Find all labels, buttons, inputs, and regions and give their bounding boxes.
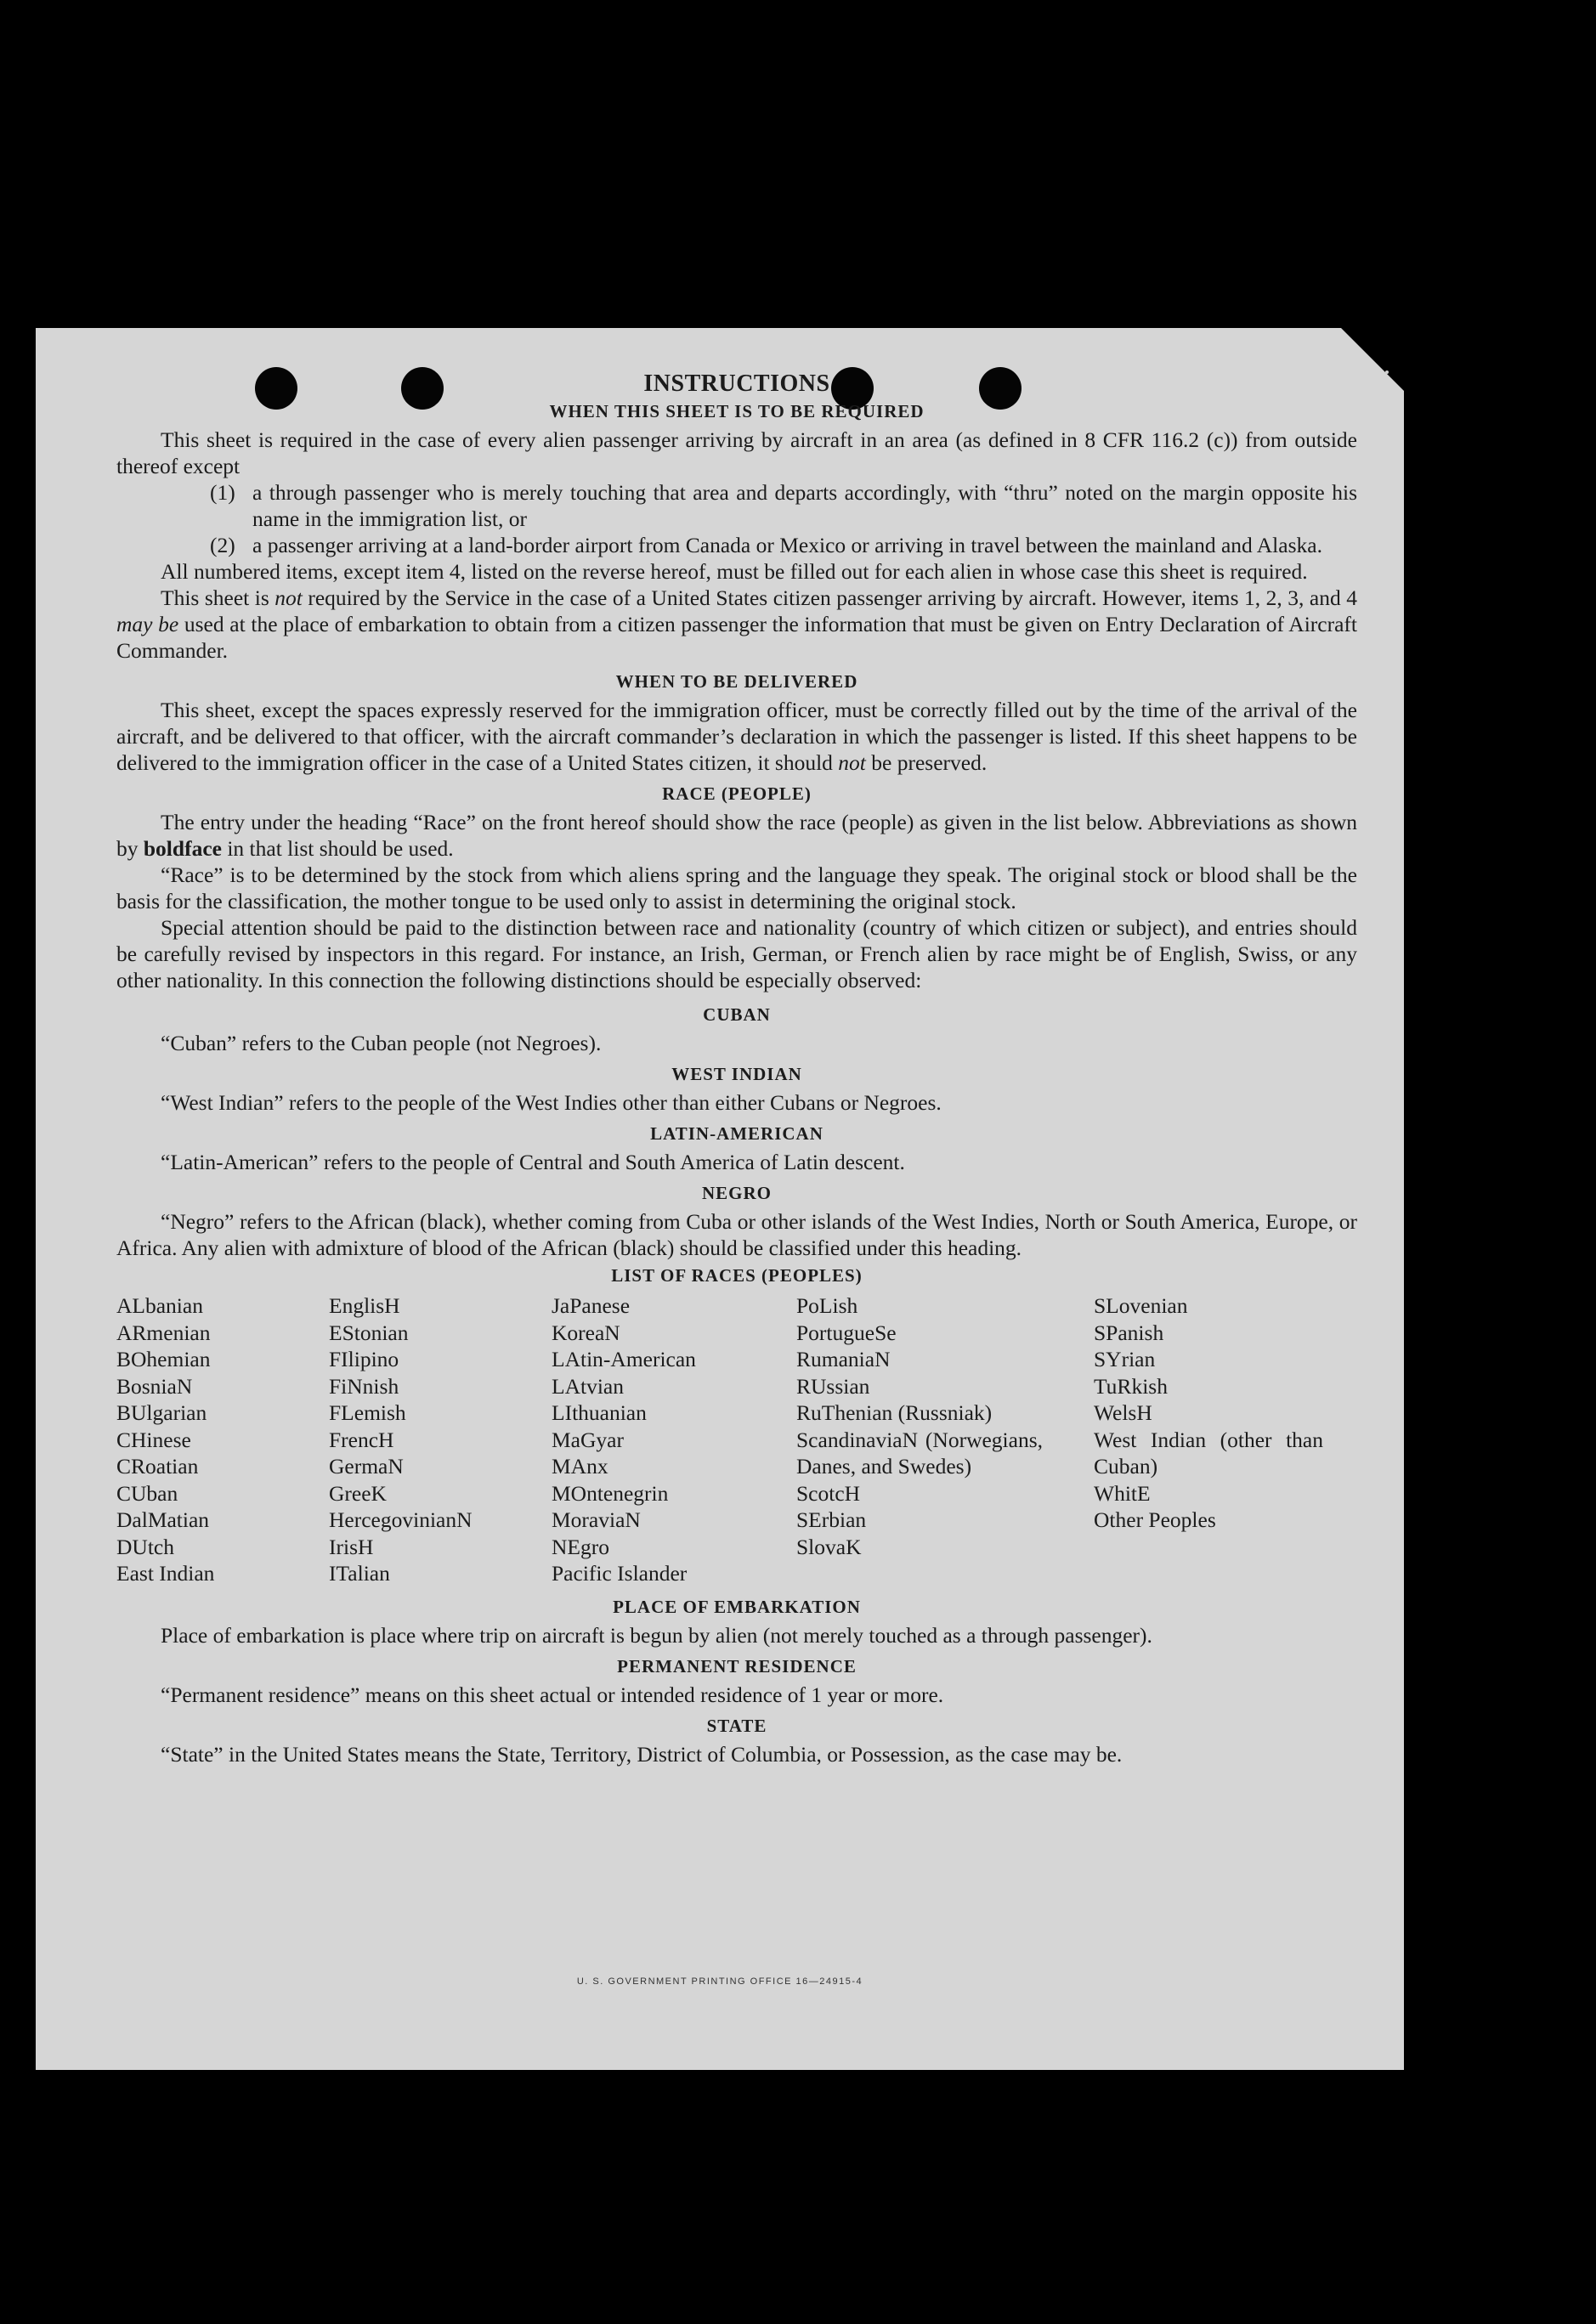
section-heading-cuban: CUBAN (703, 1004, 771, 1025)
race-entry: FLemish (329, 1400, 406, 1425)
race-entry: FIlipino (329, 1347, 399, 1371)
emphasis-not: not (838, 750, 866, 775)
race-entry: NEgro (552, 1534, 609, 1559)
race-entry: WelsH (1094, 1400, 1152, 1425)
state-paragraph: “State” in the United States means the State, Territory, District of Columbia, or Possession, as the case may be. (161, 1741, 1123, 1767)
races-column-3 (552, 1292, 796, 1587)
residence-paragraph: “Permanent residence” means on this sheet actual or intended residence of 1 year or more. (161, 1682, 944, 1707)
race-entry: SYrian (1094, 1347, 1156, 1371)
race-entry: LIthuanian (552, 1400, 647, 1425)
text-run: used at the place of embarkation to obtain from a citizen passenger the information that must be given on Entry Declaration of Aircraft Commander. (116, 612, 1357, 663)
text-run: This sheet is (161, 585, 275, 610)
race-entry: ALbanian (116, 1293, 203, 1318)
race-entry: BUlgarian (116, 1400, 207, 1425)
race-entry: FiNnish (329, 1373, 399, 1399)
race-entry: MoraviaN (552, 1507, 641, 1532)
races-list (116, 1292, 1357, 1587)
section-heading-embarkation: PLACE OF EMBARKATION (613, 1596, 861, 1617)
race-entry: West Indian (other than Cuban) (1094, 1427, 1323, 1479)
race-entry: MAnx (552, 1454, 608, 1479)
west-indian-paragraph: “West Indian” refers to the people of the West Indies other than either Cubans or Negroes. (161, 1090, 942, 1115)
section-heading-races-list: LIST OF RACES (PEOPLES) (611, 1265, 863, 1286)
race-entry: GreeK (329, 1480, 387, 1506)
section-heading-race: RACE (PEOPLE) (662, 783, 812, 804)
race-entry: IrisH (329, 1534, 374, 1559)
text-run: The entry under the heading “Race” on the front hereof should show the race (people) as given in the list below. Abbreviations as shown by (116, 810, 1357, 861)
text-run: required by the Service in the case of a United States citizen passenger arriving by aircraft. However, items 1, 2, 3, and 4 (302, 585, 1357, 610)
race-entry: SlovaK (796, 1534, 862, 1559)
race-entry: FrencH (329, 1427, 394, 1452)
emphasis-boldface: boldface (143, 836, 222, 861)
race-entry: BosniaN (116, 1373, 193, 1399)
section-heading-negro: NEGRO (701, 1183, 772, 1203)
section-heading-west-indian: WEST INDIAN (671, 1064, 802, 1084)
race-paragraph-3: Special attention should be paid to the distinction between race and nationality (country of which citizen or subject), and entries should be carefully revised by inspectors in this regard. For instance, an Irish, German, or French alien by race might be of English, Swiss, or any other nationality. In this connection the following distinctions should be especially observed: (116, 915, 1357, 992)
required-paragraph: This sheet is required in the case of every alien passenger arriving by aircraft in an area (as defined in 8 CFR 116.2 (c)) from outside thereof except (116, 427, 1357, 478)
race-entry: DalMatian (116, 1507, 210, 1532)
race-entry: MaGyar (552, 1427, 624, 1452)
race-entry: RUssian (796, 1373, 870, 1399)
item-text: a passenger arriving at a land-border airport from Canada or Mexico or arriving in travel between the mainland and Alaska. (252, 533, 1322, 557)
citizen-paragraph (116, 585, 1357, 664)
race-entry: RuThenian (Russniak) (796, 1400, 993, 1425)
section-heading-required: WHEN THIS SHEET IS TO BE REQUIRED (549, 401, 925, 421)
instructions-body (116, 370, 1357, 1767)
emphasis-may-be: may be (116, 612, 179, 636)
race-paragraph-2: “Race” is to be determined by the stock from which aliens spring and the language they speak. The original stock or blood shall be the basis for the classification, the mother tongue to be used only to assist in determining the original stock. (116, 862, 1357, 913)
printer-imprint: U. S. GOVERNMENT PRINTING OFFICE 16—24915-4 (576, 1976, 863, 1987)
document-sheet (36, 328, 1404, 2070)
race-entry: JaPanese (552, 1293, 631, 1318)
race-entry: ITalian (329, 1561, 390, 1586)
race-entry: SLovenian (1094, 1293, 1188, 1318)
exception-item (210, 532, 1357, 558)
race-entry: MOntenegrin (552, 1480, 669, 1506)
race-entry: PortugueSe (796, 1320, 897, 1345)
race-entry: TuRkish (1094, 1373, 1168, 1399)
race-entry: EStonian (329, 1320, 409, 1345)
item-number: (1) (210, 480, 235, 505)
section-heading-latin-american: LATIN-AMERICAN (650, 1123, 823, 1144)
numbered-items-paragraph: All numbered items, except item 4, listed on the reverse hereof, must be filled out for each alien in whose case this sheet is required. (161, 559, 1308, 584)
race-entry: PoLish (796, 1293, 858, 1318)
race-entry: ScandinaviaN (Norwegians, Danes, and Swedes) (796, 1427, 1043, 1479)
race-entry: GermaN (329, 1454, 404, 1479)
race-entry: DUtch (116, 1534, 174, 1559)
race-entry: BOhemian (116, 1347, 211, 1371)
race-entry: LAtin-American (552, 1347, 696, 1371)
section-heading-state: STATE (706, 1715, 767, 1736)
text-run: in that list should be used. (221, 836, 454, 861)
item-text: a through passenger who is merely touching that area and departs accordingly, with “thru” noted on the margin opposite his name in the immigration list, or (252, 480, 1357, 531)
race-entry: ScotcH (796, 1480, 861, 1506)
races-column-4 (796, 1292, 1043, 1587)
race-entry: HercegovinianN (329, 1507, 473, 1532)
race-entry: WhitE (1094, 1480, 1151, 1506)
text-run: be preserved. (865, 750, 988, 775)
races-column-1 (116, 1292, 329, 1587)
race-entry: LAtvian (552, 1373, 624, 1399)
race-entry: East Indian (116, 1561, 215, 1586)
race-entry: CRoatian (116, 1454, 199, 1479)
race-entry: Pacific Islander (552, 1561, 688, 1586)
race-entry: SPanish (1094, 1320, 1164, 1345)
race-entry: SErbian (796, 1507, 867, 1532)
race-entry: RumaniaN (796, 1347, 891, 1371)
cuban-paragraph: “Cuban” refers to the Cuban people (not Negroes). (161, 1031, 602, 1055)
race-entry: KoreaN (552, 1320, 620, 1345)
item-number: (2) (210, 533, 235, 557)
race-entry: CUban (116, 1480, 178, 1506)
delivered-paragraph (116, 697, 1357, 776)
race-entry: Other Peoples (1094, 1507, 1216, 1532)
section-heading-delivered: WHEN TO BE DELIVERED (615, 671, 858, 692)
race-paragraph-1 (116, 809, 1357, 862)
races-column-2 (329, 1292, 552, 1587)
section-heading-residence: PERMANENT RESIDENCE (617, 1655, 857, 1677)
latin-american-paragraph: “Latin-American” refers to the people of Central and South America of Latin descent. (161, 1150, 905, 1174)
negro-paragraph: “Negro” refers to the African (black), whether coming from Cuba or other islands of the West Indies, North or South America, Europe, or Africa. Any alien with admixture of blood of the African (black) should be classified under this heading. (116, 1209, 1357, 1260)
race-entry: CHinese (116, 1427, 191, 1452)
races-column-5 (1094, 1292, 1323, 1587)
race-entry: EnglisH (329, 1293, 400, 1318)
embarkation-paragraph: Place of embarkation is place where trip on aircraft is begun by alien (not merely touched as a through passenger). (161, 1622, 1152, 1648)
page-title: INSTRUCTIONS (643, 370, 830, 397)
race-entry: ARmenian (116, 1320, 211, 1345)
emphasis-not: not (274, 585, 303, 610)
text-run: This sheet, except the spaces expressly reserved for the immigration officer, must be correctly filled out by the time of the arrival of the aircraft, and be delivered to that officer, with the aircraft commander’s declaration in which the passenger is listed. If this sheet happens to be delivered to the immigration officer in the case of a United States citizen, it should (116, 698, 1357, 775)
exception-item (210, 479, 1357, 532)
